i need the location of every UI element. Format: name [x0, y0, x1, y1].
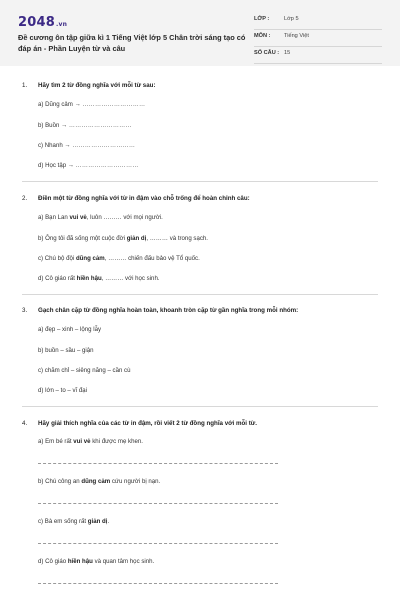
- logo-text: 2048: [18, 15, 55, 30]
- answer-line[interactable]: [38, 583, 278, 584]
- question-item: b) buồn – sầu – giận: [38, 347, 94, 354]
- blank: …………………………: [75, 162, 139, 169]
- blank: …………………………: [72, 142, 136, 149]
- answer-line[interactable]: [38, 463, 278, 464]
- bold-word: hiền hậu: [67, 558, 93, 565]
- item-text: d) Cô giáo rất: [38, 275, 77, 282]
- question-number: 3.: [22, 307, 28, 314]
- item-text: , ……… và trong sạch.: [146, 235, 208, 242]
- question-item: [38, 122, 132, 129]
- section-divider: [22, 181, 378, 182]
- question-text: Hãy giải thích nghĩa của các từ in đậm, rồi viết 2 từ đồng nghĩa với mỗi từ.: [38, 420, 257, 427]
- blank: …………………………: [82, 101, 146, 108]
- section-divider: [22, 406, 378, 407]
- question-item: [38, 275, 160, 282]
- question-number: 2.: [22, 195, 28, 202]
- meta-key: LỚP :: [254, 16, 270, 22]
- question-item: [38, 235, 208, 242]
- question-item: d) lớn – to – vĩ đại: [38, 387, 88, 394]
- meta-value: Tiếng Việt: [284, 33, 309, 39]
- item-text: b) Ông tôi đã sống một cuộc đời: [38, 235, 127, 242]
- bold-word: giản dị: [87, 518, 108, 525]
- bold-word: giản dị: [126, 235, 147, 242]
- item-text: b) Buồn →: [38, 122, 69, 129]
- page-title: Đề cương ôn tập giữa kì 1 Tiếng Việt lớp 5 Chân trời sáng tạo có đáp án - Phần Luyện từ và câu: [18, 33, 246, 53]
- logo-suffix: .vn: [55, 21, 68, 28]
- item-text: c) Nhanh →: [38, 142, 73, 149]
- answer-line[interactable]: [38, 503, 278, 504]
- blank: …………………………: [68, 122, 132, 129]
- question-item: [38, 558, 154, 565]
- bold-word: dũng cảm: [75, 255, 105, 262]
- question-item: [38, 142, 135, 149]
- site-logo[interactable]: [18, 15, 67, 30]
- worksheet-header: [0, 0, 400, 66]
- meta-value: Lớp 5: [284, 16, 299, 22]
- meta-row-subject: [254, 30, 382, 47]
- meta-key: MÔN :: [254, 33, 271, 39]
- item-text: , ……… chiến đấu bảo vệ Tổ quốc.: [104, 255, 200, 262]
- item-text: khi được mẹ khen.: [90, 438, 143, 445]
- item-text: a) Bạn Lan: [38, 214, 70, 221]
- meta-value: 15: [284, 50, 291, 56]
- question-number: 1.: [22, 82, 28, 89]
- meta-row-class: [254, 13, 382, 30]
- item-text: d) Cô giáo: [38, 558, 68, 565]
- section-divider: [22, 294, 378, 295]
- question-item: a) đẹp – xinh – lộng lẫy: [38, 326, 102, 333]
- question-item: [38, 101, 145, 108]
- bold-word: hiền hậu: [76, 275, 102, 282]
- bold-word: vui vẻ: [69, 214, 87, 221]
- question-text: Điền một từ đồng nghĩa với từ in đậm vào chỗ trống để hoàn chỉnh câu:: [38, 195, 250, 202]
- item-text: a) Dũng cảm →: [38, 101, 83, 108]
- bold-word: vui vẻ: [73, 438, 91, 445]
- item-text: và quan tâm học sinh.: [92, 558, 155, 565]
- bold-word: dũng cảm: [81, 478, 111, 485]
- question-item: [38, 478, 160, 485]
- question-item: [38, 255, 200, 262]
- item-text: c) Chú bộ đội: [38, 255, 76, 262]
- question-item: [38, 162, 139, 169]
- meta-key: SỐ CÂU :: [254, 50, 280, 56]
- item-text: c) Bà em sống rất: [38, 518, 88, 525]
- question-item: [38, 438, 143, 445]
- question-item: [38, 214, 163, 221]
- question-number: 4.: [22, 420, 28, 427]
- meta-panel: [254, 13, 382, 64]
- item-text: a) Em bé rất: [38, 438, 74, 445]
- item-text: b) Chú công an: [38, 478, 82, 485]
- meta-row-count: [254, 47, 382, 64]
- question-item: [38, 518, 109, 525]
- question-text: Hãy tìm 2 từ đồng nghĩa với mỗi từ sau:: [38, 82, 156, 89]
- answer-line[interactable]: [38, 543, 278, 544]
- question-text: Gạch chân cặp từ đồng nghĩa hoàn toàn, khoanh tròn cặp từ gần nghĩa trong mỗi nhóm:: [38, 307, 299, 314]
- item-text: cứu người bị nạn.: [110, 478, 161, 485]
- item-text: , ……… với học sinh.: [101, 275, 160, 282]
- question-item: c) chăm chỉ – siêng năng – cần cù: [38, 367, 131, 374]
- item-text: .: [107, 518, 110, 525]
- item-text: d) Học tập →: [38, 162, 76, 169]
- item-text: , luôn ……… với mọi người.: [86, 214, 163, 221]
